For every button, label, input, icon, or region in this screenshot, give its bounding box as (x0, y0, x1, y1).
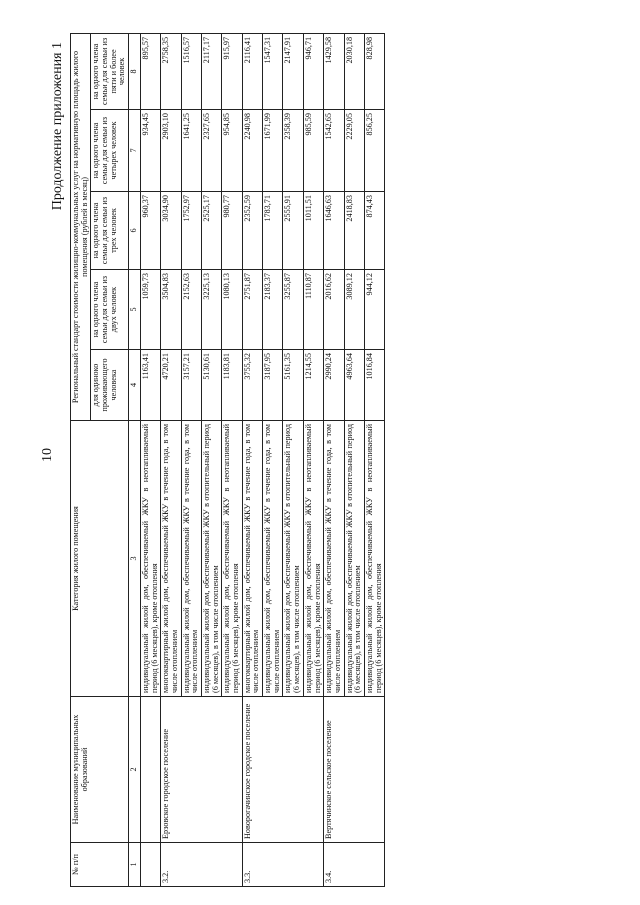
value-two: 1110,87 (303, 270, 323, 350)
municipality-name: Новорогачинское городское поселение (242, 697, 324, 843)
header-standard: Региональный стандарт стоимости жилищно-коммунальных услуг на нормативную площадь жилого помещения (рублей в месяц) (71, 33, 91, 420)
value-five-plus: 1547,31 (263, 33, 283, 109)
value-two: 3255,87 (283, 270, 303, 350)
value-two: 944,12 (364, 270, 384, 350)
value-single: 5161,35 (283, 350, 303, 421)
value-five-plus: 946,71 (303, 33, 323, 109)
value-single: 2990,24 (324, 350, 344, 421)
col-number: 1 (129, 843, 141, 887)
value-two: 3089,12 (344, 270, 364, 350)
housing-category: индивидуальный жилой дом, обеспечиваемый ЖКУ в течение года, в том числе отоплением (263, 421, 283, 697)
value-single: 1163,41 (140, 350, 160, 421)
row-number: 3.2. (161, 843, 243, 887)
value-three: 1011,51 (303, 192, 323, 270)
row-number: 3.4. (324, 843, 385, 887)
value-two: 3225,13 (201, 270, 221, 350)
header-category: Категория жилого помещения (71, 421, 129, 697)
value-four: 2903,10 (161, 110, 181, 192)
value-two: 3504,83 (161, 270, 181, 350)
col-number: 2 (129, 697, 141, 843)
value-single: 4963,64 (344, 350, 364, 421)
value-two: 2152,63 (181, 270, 201, 350)
value-three: 2525,17 (201, 192, 221, 270)
value-three: 1752,97 (181, 192, 201, 270)
standards-table (70, 33, 385, 887)
value-five-plus: 828,98 (364, 33, 384, 109)
value-five-plus: 2116,41 (242, 33, 262, 109)
header-col5: на одного члена семьи для семьи из двух человек (91, 270, 129, 350)
housing-category: индивидуальный жилой дом, обеспечиваемый ЖКУ в течение года, в том числе отоплением (324, 421, 344, 697)
value-four: 2229,05 (344, 110, 364, 192)
municipality-name (140, 697, 160, 843)
table-row (161, 33, 181, 886)
municipality-name: Вертячинское сельское поселение (324, 697, 385, 843)
continuation-caption: Продолжение приложения 1 (50, 42, 65, 211)
value-three: 1783,71 (263, 192, 283, 270)
col-number: 8 (129, 33, 141, 109)
value-four: 2358,39 (283, 110, 303, 192)
value-two: 2751,87 (242, 270, 262, 350)
value-three: 3034,90 (161, 192, 181, 270)
col-number: 6 (129, 192, 141, 270)
value-five-plus: 915,97 (222, 33, 242, 109)
value-two: 2183,37 (263, 270, 283, 350)
value-four: 856,25 (364, 110, 384, 192)
value-two: 2016,62 (324, 270, 344, 350)
value-four: 954,85 (222, 110, 242, 192)
housing-category: индивидуальный жилой дом, обеспечиваемый ЖКУ в отопительный период (6 месяцев), в том числе отоплением (201, 421, 221, 697)
value-four: 2240,98 (242, 110, 262, 192)
value-four: 1542,65 (324, 110, 344, 192)
col-number: 4 (129, 350, 141, 421)
value-five-plus: 895,57 (140, 33, 160, 109)
value-three: 960,37 (140, 192, 160, 270)
value-three: 2555,91 (283, 192, 303, 270)
municipality-name: Ерзовское городское поселение (161, 697, 243, 843)
value-three: 874,43 (364, 192, 384, 270)
column-number-row (129, 33, 141, 886)
header-col8: на одного члена семьи для семьи из пяти и более человек (91, 33, 129, 109)
value-single: 3187,95 (263, 350, 283, 421)
housing-category: индивидуальный жилой дом, обеспечиваемый ЖКУ в отопительный период (6 месяцев), в том числе отоплением (344, 421, 364, 697)
col-number: 7 (129, 110, 141, 192)
value-five-plus: 2758,35 (161, 33, 181, 109)
value-single: 3157,21 (181, 350, 201, 421)
value-three: 980,77 (222, 192, 242, 270)
value-five-plus: 2030,18 (344, 33, 364, 109)
value-single: 3755,32 (242, 350, 262, 421)
value-five-plus: 2147,91 (283, 33, 303, 109)
value-three: 2352,59 (242, 192, 262, 270)
value-four: 1671,99 (263, 110, 283, 192)
value-three: 1646,63 (324, 192, 344, 270)
housing-category: индивидуальный жилой дом, обеспечиваемый ЖКУ в неотапливаемый период (6 месяцев), кроме отопления (140, 421, 160, 697)
value-five-plus: 1516,57 (181, 33, 201, 109)
col-number: 3 (129, 421, 141, 697)
row-number: 3.3. (242, 843, 324, 887)
housing-category: многоквартирный жилой дом, обеспечиваемый ЖКУ в течение года, в том числе отоплением (161, 421, 181, 697)
header-col4: для одиноко проживающего человека (91, 350, 129, 421)
page-number: 10 (40, 448, 55, 462)
table-row (140, 33, 160, 886)
housing-category: индивидуальный жилой дом, обеспечиваемый ЖКУ в неотапливаемый период (6 месяцев), кроме отопления (303, 421, 323, 697)
header-num: № п/п (71, 843, 129, 887)
table-row (324, 33, 344, 886)
value-single: 4720,21 (161, 350, 181, 421)
value-single: 1183,81 (222, 350, 242, 421)
value-two: 1080,13 (222, 270, 242, 350)
value-five-plus: 2117,17 (201, 33, 221, 109)
value-single: 1016,84 (364, 350, 384, 421)
housing-category: индивидуальный жилой дом, обеспечиваемый ЖКУ в неотапливаемый период (6 месяцев), кроме отопления (364, 421, 384, 697)
value-four: 1641,25 (181, 110, 201, 192)
value-four: 934,45 (140, 110, 160, 192)
value-two: 1059,73 (140, 270, 160, 350)
table-row (242, 33, 262, 886)
housing-category: индивидуальный жилой дом, обеспечиваемый ЖКУ в течение года, в том числе отоплением (181, 421, 201, 697)
value-single: 5130,61 (201, 350, 221, 421)
value-four: 985,59 (303, 110, 323, 192)
housing-category: многоквартирный жилой дом, обеспечиваемый ЖКУ в течение года, в том числе отоплением (242, 421, 262, 697)
value-four: 2327,65 (201, 110, 221, 192)
header-col7: на одного члена семьи для семьи из четырех человек (91, 110, 129, 192)
housing-category: индивидуальный жилой дом, обеспечиваемый ЖКУ в неотапливаемый период (6 месяцев), кроме отопления (222, 421, 242, 697)
row-number (140, 843, 160, 887)
value-three: 2418,83 (344, 192, 364, 270)
col-number: 5 (129, 270, 141, 350)
value-single: 1214,55 (303, 350, 323, 421)
value-five-plus: 1429,58 (324, 33, 344, 109)
header-col6: на одного члена семьи для семьи из трех человек (91, 192, 129, 270)
housing-category: индивидуальный жилой дом, обеспечиваемый ЖКУ в отопительный период (6 месяцев), в том числе отоплением (283, 421, 303, 697)
header-municipality: Наименование муниципальных образований (71, 697, 129, 843)
